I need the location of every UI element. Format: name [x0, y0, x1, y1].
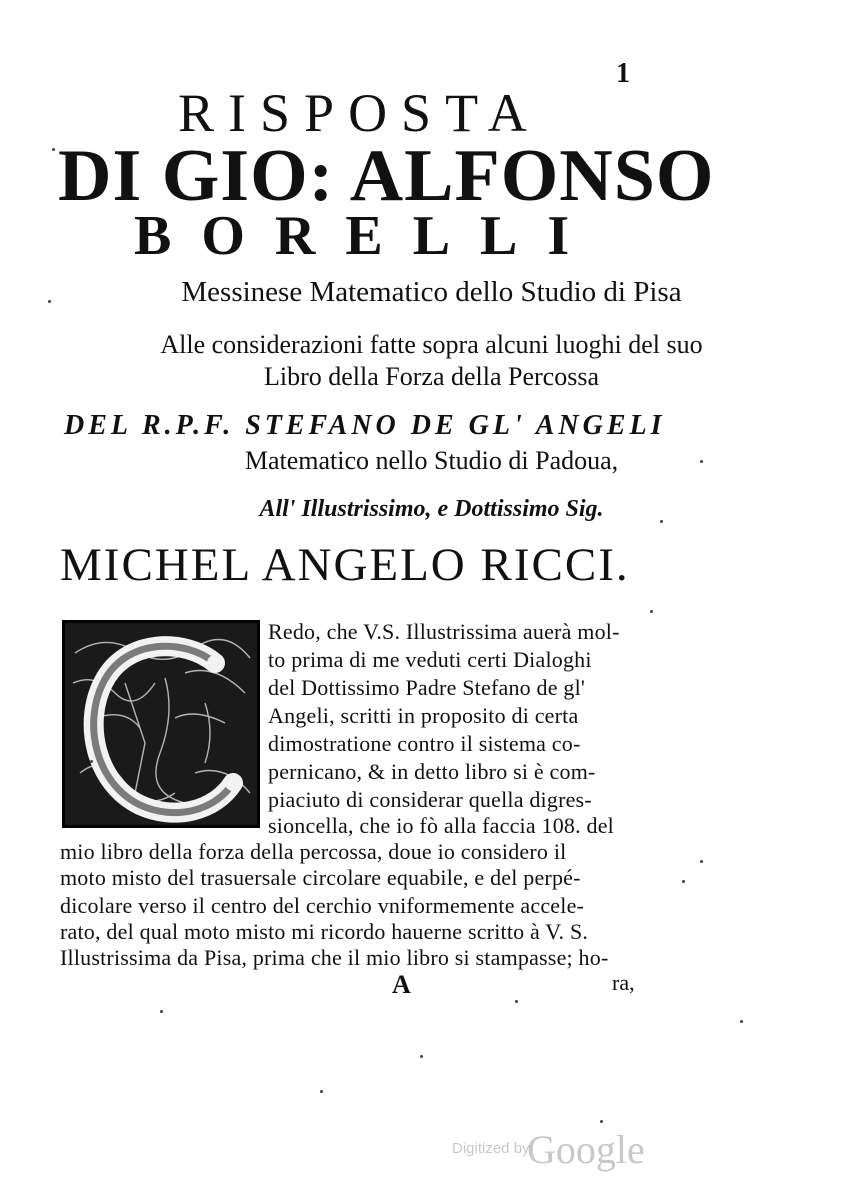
body-line-7: piaciuto di considerar quella digres-	[268, 787, 592, 812]
title-line-1: RISPOSTA	[178, 83, 541, 143]
watermark-prefix: Digitized by	[452, 1140, 530, 1157]
body-line-8: sioncella, che io fò alla faccia 108. del	[268, 813, 614, 838]
body-line-3: del Dottissimo Padre Stefano de gl'	[268, 675, 586, 700]
addressee-line-4: MICHEL ANGELO RICCI.	[60, 539, 630, 591]
catchword: ra,	[612, 970, 635, 995]
addressee-line-3: All' Illustrissimo, e Dottissimo Sig.	[259, 496, 604, 522]
paper-speck	[160, 1010, 163, 1013]
body-line-11: dicolare verso il centro del cerchio vniformemente accele-	[60, 893, 585, 918]
paper-speck	[682, 880, 685, 883]
decorated-initial	[62, 620, 260, 828]
paper-speck	[650, 610, 653, 613]
subtitle-line-3: Libro della Forza della Percossa	[264, 362, 599, 391]
paper-speck	[90, 760, 93, 763]
body-line-10: moto misto del trasuersale circolare equabile, e del perpé-	[60, 865, 581, 890]
woodcut-illustration-icon	[65, 623, 257, 825]
addressee-line-1: DEL R.P.F. STEFANO DE GL' ANGELI	[64, 410, 666, 441]
paper-speck	[740, 1020, 743, 1023]
paper-speck	[420, 1055, 423, 1058]
body-line-5: dimostratione contro il sistema co-	[268, 731, 581, 756]
paper-speck	[48, 300, 51, 303]
paper-speck	[660, 520, 663, 523]
body-line-2: to prima di me veduti certi Dialoghi	[268, 647, 592, 672]
paper-speck	[320, 1090, 323, 1093]
body-line-6: pernicano, & in detto libro si è com-	[268, 759, 596, 784]
body-line-1: Redo, che V.S. Illustrissima auerà mol-	[268, 619, 620, 644]
subtitle-line-1: Messinese Matematico dello Studio di Pisa	[181, 276, 682, 308]
body-line-13: Illustrissima da Pisa, prima che il mio libro si stampasse; ho-	[60, 945, 609, 970]
body-line-9: mio libro della forza della percossa, doue io considero il	[60, 839, 567, 864]
paper-speck	[700, 860, 703, 863]
paper-speck	[700, 460, 703, 463]
body-line-12: rato, del qual moto misto mi ricordo hauerne scritto à V. S.	[60, 919, 589, 944]
paper-speck	[600, 1120, 603, 1123]
paper-speck	[515, 1000, 518, 1003]
signature-mark: A	[392, 970, 411, 999]
title-line-2: DI GIO: ALFONSO	[58, 135, 715, 217]
paper-speck	[52, 148, 55, 151]
watermark-logo: Google	[527, 1127, 645, 1172]
page-number: 1	[616, 58, 630, 89]
body-line-4: Angeli, scritti in proposito di certa	[268, 703, 579, 728]
subtitle-line-2: Alle considerazioni fatte sopra alcuni luoghi del suo	[160, 330, 703, 359]
title-line-3: BORELLI	[134, 205, 600, 267]
addressee-line-2: Matematico nello Studio di Padoua,	[244, 446, 619, 475]
